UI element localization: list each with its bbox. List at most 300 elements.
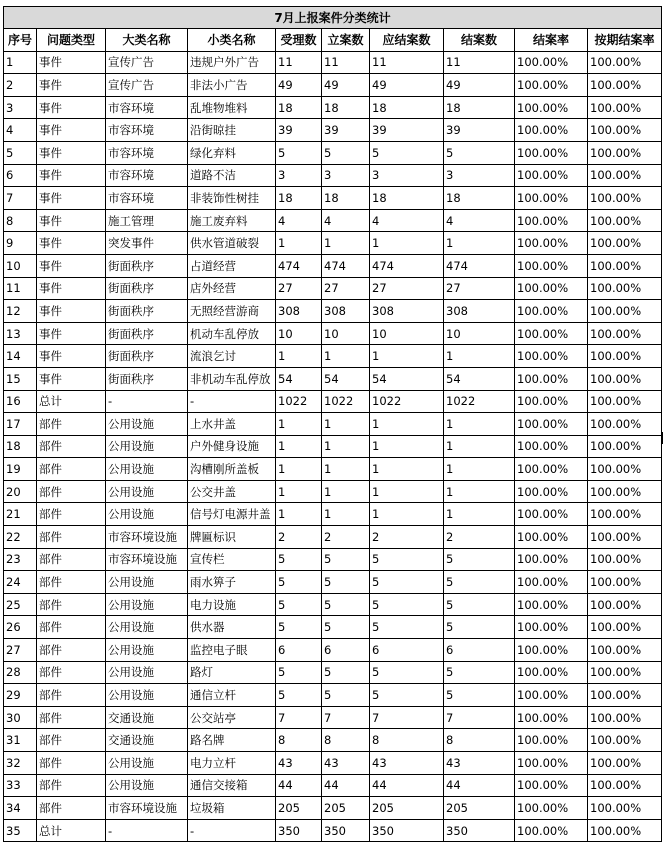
cell-closed-count: 308	[444, 300, 515, 323]
header-ontime-closure-rate: 按期结案率	[588, 29, 662, 52]
cell-index: 4	[4, 119, 37, 142]
cell-problem-type: 事件	[37, 345, 106, 368]
cell-closure-rate: 100.00%	[515, 503, 588, 526]
cell-major-category: 公用设施	[106, 684, 188, 707]
table-row	[4, 435, 662, 458]
cell-major-category: 公用设施	[106, 593, 188, 616]
cell-problem-type: 部件	[37, 435, 106, 458]
cell-accepted-count: 6	[276, 639, 322, 662]
cell-due-count: 1	[370, 458, 444, 481]
cell-accepted-count: 11	[276, 51, 322, 74]
table-row	[4, 96, 662, 119]
cell-index: 7	[4, 187, 37, 210]
table-row	[4, 119, 662, 142]
cell-filed-count: 5	[322, 593, 370, 616]
cell-accepted-count: 5	[276, 661, 322, 684]
table-row	[4, 593, 662, 616]
cell-problem-type: 事件	[37, 322, 106, 345]
cell-minor-category: 占道经营	[188, 254, 276, 277]
cell-closure-rate: 100.00%	[515, 548, 588, 571]
cell-ontime-closure-rate: 100.00%	[588, 819, 662, 842]
cell-index: 29	[4, 684, 37, 707]
cell-due-count: 5	[370, 661, 444, 684]
cell-closed-count: 39	[444, 119, 515, 142]
cell-index: 34	[4, 797, 37, 820]
cell-problem-type: 部件	[37, 661, 106, 684]
cell-minor-category: 公交站亭	[188, 706, 276, 729]
header-major-category: 大类名称	[106, 29, 188, 52]
cell-accepted-count: 1	[276, 480, 322, 503]
cell-problem-type: 部件	[37, 413, 106, 436]
cell-due-count: 39	[370, 119, 444, 142]
header-row	[4, 29, 662, 52]
cell-minor-category: 非法小广告	[188, 74, 276, 97]
cell-due-count: 5	[370, 616, 444, 639]
cell-major-category: -	[106, 819, 188, 842]
cell-accepted-count: 5	[276, 684, 322, 707]
cell-closure-rate: 100.00%	[515, 774, 588, 797]
cell-closure-rate: 100.00%	[515, 51, 588, 74]
cell-filed-count: 54	[322, 367, 370, 390]
table-row	[4, 639, 662, 662]
cell-due-count: 474	[370, 254, 444, 277]
cell-filed-count: 1	[322, 435, 370, 458]
cell-major-category: 市容环境	[106, 96, 188, 119]
cell-problem-type: 总计	[37, 390, 106, 413]
cell-problem-type: 事件	[37, 209, 106, 232]
cell-closed-count: 5	[444, 684, 515, 707]
cell-ontime-closure-rate: 100.00%	[588, 209, 662, 232]
cell-index: 11	[4, 277, 37, 300]
cell-due-count: 6	[370, 639, 444, 662]
cell-accepted-count: 49	[276, 74, 322, 97]
cell-accepted-count: 1	[276, 458, 322, 481]
cell-major-category: 公用设施	[106, 413, 188, 436]
cell-accepted-count: 1022	[276, 390, 322, 413]
cell-filed-count: 1	[322, 232, 370, 255]
cell-index: 23	[4, 548, 37, 571]
header-minor-category: 小类名称	[188, 29, 276, 52]
cell-problem-type: 部件	[37, 526, 106, 549]
cell-problem-type: 部件	[37, 548, 106, 571]
cell-due-count: 4	[370, 209, 444, 232]
cell-filed-count: 43	[322, 752, 370, 775]
cell-major-category: 街面秩序	[106, 322, 188, 345]
cell-index: 22	[4, 526, 37, 549]
cell-closed-count: 1	[444, 435, 515, 458]
cell-ontime-closure-rate: 100.00%	[588, 593, 662, 616]
cell-major-category: 公用设施	[106, 571, 188, 594]
cell-index: 6	[4, 164, 37, 187]
cell-major-category: 市容环境	[106, 164, 188, 187]
cell-due-count: 3	[370, 164, 444, 187]
cell-minor-category: 供水管道破裂	[188, 232, 276, 255]
cell-closure-rate: 100.00%	[515, 684, 588, 707]
cell-closed-count: 8	[444, 729, 515, 752]
cell-problem-type: 部件	[37, 593, 106, 616]
cell-accepted-count: 350	[276, 819, 322, 842]
cell-filed-count: 44	[322, 774, 370, 797]
cell-index: 3	[4, 96, 37, 119]
table-row	[4, 232, 662, 255]
cell-ontime-closure-rate: 100.00%	[588, 480, 662, 503]
cell-problem-type: 部件	[37, 571, 106, 594]
cell-due-count: 43	[370, 752, 444, 775]
cell-problem-type: 事件	[37, 164, 106, 187]
cell-accepted-count: 5	[276, 548, 322, 571]
cell-filed-count: 5	[322, 571, 370, 594]
cell-due-count: 1	[370, 480, 444, 503]
cell-minor-category: 路灯	[188, 661, 276, 684]
cell-index: 27	[4, 639, 37, 662]
cell-closed-count: 10	[444, 322, 515, 345]
cell-accepted-count: 18	[276, 187, 322, 210]
cell-filed-count: 1	[322, 413, 370, 436]
header-closure-rate: 结案率	[515, 29, 588, 52]
cell-major-category: 突发事件	[106, 232, 188, 255]
cell-index: 8	[4, 209, 37, 232]
cell-accepted-count: 1	[276, 232, 322, 255]
cell-accepted-count: 5	[276, 571, 322, 594]
cell-closed-count: 1	[444, 480, 515, 503]
cell-closed-count: 11	[444, 51, 515, 74]
cell-index: 1	[4, 51, 37, 74]
cell-minor-category: 店外经营	[188, 277, 276, 300]
cell-closure-rate: 100.00%	[515, 322, 588, 345]
cell-accepted-count: 4	[276, 209, 322, 232]
cell-closed-count: 3	[444, 164, 515, 187]
cell-closure-rate: 100.00%	[515, 300, 588, 323]
cell-closure-rate: 100.00%	[515, 661, 588, 684]
cell-index: 19	[4, 458, 37, 481]
cell-filed-count: 6	[322, 639, 370, 662]
cell-accepted-count: 1	[276, 435, 322, 458]
cell-accepted-count: 1	[276, 413, 322, 436]
cell-index: 13	[4, 322, 37, 345]
cell-major-category: 公用设施	[106, 480, 188, 503]
cell-accepted-count: 2	[276, 526, 322, 549]
cell-closed-count: 5	[444, 661, 515, 684]
cell-filed-count: 1	[322, 480, 370, 503]
cell-ontime-closure-rate: 100.00%	[588, 345, 662, 368]
cell-problem-type: 事件	[37, 367, 106, 390]
header-due-count: 应结案数	[370, 29, 444, 52]
cell-due-count: 1	[370, 503, 444, 526]
cell-closure-rate: 100.00%	[515, 797, 588, 820]
table-title: 7月上报案件分类统计	[4, 7, 662, 29]
cell-ontime-closure-rate: 100.00%	[588, 254, 662, 277]
cell-closure-rate: 100.00%	[515, 526, 588, 549]
cell-closure-rate: 100.00%	[515, 209, 588, 232]
cell-ontime-closure-rate: 100.00%	[588, 706, 662, 729]
cell-closed-count: 6	[444, 639, 515, 662]
cell-problem-type: 事件	[37, 141, 106, 164]
cell-due-count: 5	[370, 141, 444, 164]
cell-accepted-count: 44	[276, 774, 322, 797]
cell-problem-type: 事件	[37, 74, 106, 97]
cell-minor-category: 沿街晾挂	[188, 119, 276, 142]
cell-ontime-closure-rate: 100.00%	[588, 774, 662, 797]
cell-minor-category: -	[188, 819, 276, 842]
cell-closed-count: 474	[444, 254, 515, 277]
cell-major-category: 公用设施	[106, 661, 188, 684]
cell-closure-rate: 100.00%	[515, 752, 588, 775]
cell-accepted-count: 205	[276, 797, 322, 820]
cell-minor-category: 非机动车乱停放	[188, 367, 276, 390]
cell-problem-type: 部件	[37, 774, 106, 797]
cell-minor-category: 路名牌	[188, 729, 276, 752]
cell-major-category: 街面秩序	[106, 300, 188, 323]
cell-accepted-count: 10	[276, 322, 322, 345]
cell-ontime-closure-rate: 100.00%	[588, 435, 662, 458]
cell-closure-rate: 100.00%	[515, 96, 588, 119]
table-row	[4, 571, 662, 594]
cell-due-count: 10	[370, 322, 444, 345]
cell-closure-rate: 100.00%	[515, 435, 588, 458]
cell-ontime-closure-rate: 100.00%	[588, 74, 662, 97]
cell-accepted-count: 5	[276, 593, 322, 616]
cell-accepted-count: 1	[276, 503, 322, 526]
cell-ontime-closure-rate: 100.00%	[588, 119, 662, 142]
cell-filed-count: 4	[322, 209, 370, 232]
cell-filed-count: 49	[322, 74, 370, 97]
cell-filed-count: 350	[322, 819, 370, 842]
table-row	[4, 458, 662, 481]
cell-index: 17	[4, 413, 37, 436]
cell-ontime-closure-rate: 100.00%	[588, 548, 662, 571]
cell-minor-category: 宣传栏	[188, 548, 276, 571]
cell-problem-type: 部件	[37, 458, 106, 481]
cell-accepted-count: 1	[276, 345, 322, 368]
cell-minor-category: 沟槽刚所盖板	[188, 458, 276, 481]
cell-filed-count: 27	[322, 277, 370, 300]
cell-problem-type: 事件	[37, 119, 106, 142]
cell-filed-count: 474	[322, 254, 370, 277]
cell-major-category: 街面秩序	[106, 367, 188, 390]
cell-index: 32	[4, 752, 37, 775]
cell-problem-type: 总计	[37, 819, 106, 842]
cell-due-count: 7	[370, 706, 444, 729]
cell-minor-category: 非装饰性树挂	[188, 187, 276, 210]
cell-ontime-closure-rate: 100.00%	[588, 616, 662, 639]
cell-major-category: 市容环境设施	[106, 797, 188, 820]
cell-filed-count: 11	[322, 51, 370, 74]
cell-ontime-closure-rate: 100.00%	[588, 141, 662, 164]
cell-closed-count: 5	[444, 593, 515, 616]
cell-due-count: 350	[370, 819, 444, 842]
cell-closed-count: 27	[444, 277, 515, 300]
cell-ontime-closure-rate: 100.00%	[588, 96, 662, 119]
cell-ontime-closure-rate: 100.00%	[588, 277, 662, 300]
cell-minor-category: 户外健身设施	[188, 435, 276, 458]
cell-major-category: 公用设施	[106, 503, 188, 526]
cell-filed-count: 205	[322, 797, 370, 820]
table-row	[4, 752, 662, 775]
cell-due-count: 49	[370, 74, 444, 97]
cell-major-category: 市容环境	[106, 141, 188, 164]
table-row	[4, 164, 662, 187]
cell-accepted-count: 308	[276, 300, 322, 323]
cell-minor-category: 通信交接箱	[188, 774, 276, 797]
cell-ontime-closure-rate: 100.00%	[588, 639, 662, 662]
cell-filed-count: 18	[322, 187, 370, 210]
cell-due-count: 205	[370, 797, 444, 820]
cell-minor-category: 绿化弃料	[188, 141, 276, 164]
cell-ontime-closure-rate: 100.00%	[588, 571, 662, 594]
cell-minor-category: 电力立杆	[188, 752, 276, 775]
cell-minor-category: 牌匾标识	[188, 526, 276, 549]
cell-due-count: 308	[370, 300, 444, 323]
cell-problem-type: 事件	[37, 232, 106, 255]
cell-ontime-closure-rate: 100.00%	[588, 458, 662, 481]
cell-minor-category: 公交井盖	[188, 480, 276, 503]
cell-filed-count: 5	[322, 661, 370, 684]
cell-due-count: 54	[370, 367, 444, 390]
table-row	[4, 254, 662, 277]
cell-problem-type: 事件	[37, 51, 106, 74]
cell-due-count: 8	[370, 729, 444, 752]
cell-closure-rate: 100.00%	[515, 119, 588, 142]
cell-filed-count: 1	[322, 503, 370, 526]
cell-closure-rate: 100.00%	[515, 413, 588, 436]
table-row	[4, 322, 662, 345]
cell-filed-count: 5	[322, 141, 370, 164]
cell-closed-count: 44	[444, 774, 515, 797]
cell-filed-count: 5	[322, 684, 370, 707]
cell-closed-count: 2	[444, 526, 515, 549]
cell-closed-count: 1	[444, 232, 515, 255]
cell-problem-type: 部件	[37, 729, 106, 752]
cell-minor-category: 供水器	[188, 616, 276, 639]
cell-index: 24	[4, 571, 37, 594]
table-row	[4, 141, 662, 164]
cell-closed-count: 49	[444, 74, 515, 97]
cell-problem-type: 事件	[37, 254, 106, 277]
cell-closed-count: 18	[444, 187, 515, 210]
cell-ontime-closure-rate: 100.00%	[588, 232, 662, 255]
cell-major-category: 街面秩序	[106, 277, 188, 300]
table-row	[4, 277, 662, 300]
cell-filed-count: 1022	[322, 390, 370, 413]
cell-due-count: 44	[370, 774, 444, 797]
table-row	[4, 345, 662, 368]
cell-closed-count: 1	[444, 345, 515, 368]
cell-closed-count: 1022	[444, 390, 515, 413]
cell-accepted-count: 5	[276, 616, 322, 639]
cell-closed-count: 205	[444, 797, 515, 820]
cell-due-count: 1	[370, 435, 444, 458]
cell-index: 28	[4, 661, 37, 684]
cell-accepted-count: 474	[276, 254, 322, 277]
table-row	[4, 503, 662, 526]
table-row	[4, 367, 662, 390]
cell-accepted-count: 18	[276, 96, 322, 119]
cell-minor-category: 道路不洁	[188, 164, 276, 187]
cell-due-count: 18	[370, 187, 444, 210]
table-row	[4, 616, 662, 639]
cell-ontime-closure-rate: 100.00%	[588, 797, 662, 820]
cell-closure-rate: 100.00%	[515, 164, 588, 187]
cell-closed-count: 5	[444, 616, 515, 639]
cell-index: 25	[4, 593, 37, 616]
cell-due-count: 1	[370, 413, 444, 436]
cell-due-count: 11	[370, 51, 444, 74]
cell-ontime-closure-rate: 100.00%	[588, 752, 662, 775]
cell-accepted-count: 7	[276, 706, 322, 729]
cell-minor-category: 施工废弃料	[188, 209, 276, 232]
cell-accepted-count: 5	[276, 141, 322, 164]
cell-due-count: 1	[370, 232, 444, 255]
cell-due-count: 5	[370, 593, 444, 616]
cell-closed-count: 1	[444, 503, 515, 526]
cell-accepted-count: 43	[276, 752, 322, 775]
cell-ontime-closure-rate: 100.00%	[588, 164, 662, 187]
table-row	[4, 74, 662, 97]
cell-filed-count: 5	[322, 548, 370, 571]
cell-index: 14	[4, 345, 37, 368]
cell-major-category: -	[106, 390, 188, 413]
cell-major-category: 公用设施	[106, 616, 188, 639]
cell-major-category: 公用设施	[106, 752, 188, 775]
cell-closure-rate: 100.00%	[515, 593, 588, 616]
cell-ontime-closure-rate: 100.00%	[588, 390, 662, 413]
cell-closed-count: 18	[444, 96, 515, 119]
cell-minor-category: 通信立杆	[188, 684, 276, 707]
cell-closed-count: 54	[444, 367, 515, 390]
cell-minor-category: 信号灯电源井盖	[188, 503, 276, 526]
cell-filed-count: 18	[322, 96, 370, 119]
cell-filed-count: 1	[322, 345, 370, 368]
cell-closure-rate: 100.00%	[515, 729, 588, 752]
cell-minor-category: 机动车乱停放	[188, 322, 276, 345]
cell-problem-type: 部件	[37, 503, 106, 526]
cell-filed-count: 1	[322, 458, 370, 481]
cell-due-count: 5	[370, 548, 444, 571]
table-row	[4, 729, 662, 752]
statistics-sheet	[3, 6, 662, 842]
cell-closed-count: 43	[444, 752, 515, 775]
table-row	[4, 51, 662, 74]
cell-closure-rate: 100.00%	[515, 74, 588, 97]
table-row	[4, 819, 662, 842]
cell-minor-category: 电力设施	[188, 593, 276, 616]
cell-closure-rate: 100.00%	[515, 367, 588, 390]
table-row	[4, 774, 662, 797]
cell-problem-type: 部件	[37, 797, 106, 820]
cell-problem-type: 事件	[37, 277, 106, 300]
cell-minor-category: 上水井盖	[188, 413, 276, 436]
cell-index: 33	[4, 774, 37, 797]
cell-filed-count: 8	[322, 729, 370, 752]
cell-major-category: 宣传广告	[106, 74, 188, 97]
cell-ontime-closure-rate: 100.00%	[588, 187, 662, 210]
cell-problem-type: 事件	[37, 187, 106, 210]
table-row	[4, 797, 662, 820]
cell-closure-rate: 100.00%	[515, 254, 588, 277]
cell-index: 10	[4, 254, 37, 277]
cell-closure-rate: 100.00%	[515, 232, 588, 255]
cell-index: 15	[4, 367, 37, 390]
cell-problem-type: 部件	[37, 752, 106, 775]
cell-major-category: 街面秩序	[106, 254, 188, 277]
cell-accepted-count: 8	[276, 729, 322, 752]
cursor-marker	[661, 432, 663, 444]
cell-closed-count: 5	[444, 571, 515, 594]
cell-minor-category: 乱堆物堆料	[188, 96, 276, 119]
cell-closure-rate: 100.00%	[515, 571, 588, 594]
cell-due-count: 1	[370, 345, 444, 368]
cell-major-category: 市容环境设施	[106, 526, 188, 549]
